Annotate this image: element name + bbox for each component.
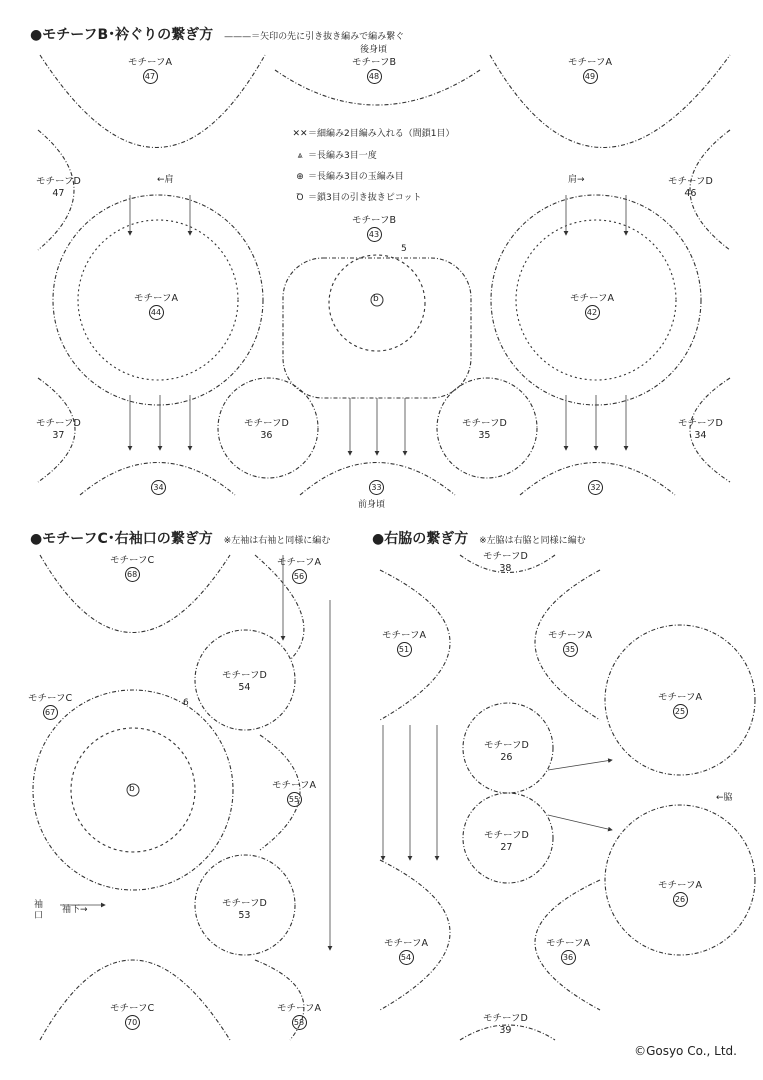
motif-label-36a — [546, 938, 590, 965]
motif-label-48 — [352, 57, 396, 84]
motif-name: モチーフA — [382, 630, 427, 641]
motif-name: モチーフA — [548, 630, 593, 641]
motif-number: 47 — [52, 188, 65, 199]
motif-name: モチーフA — [570, 293, 615, 304]
motif-name: モチーフA — [568, 57, 613, 68]
motif-b-43-center-mark: b — [373, 294, 379, 304]
neck-note: ———＝矢印の先に引き抜き編みで編み繋ぐ — [224, 32, 405, 42]
motif-number: 48 — [367, 69, 382, 84]
motif-label-46d — [668, 176, 713, 200]
side-label: ←脇 — [716, 793, 733, 803]
motif-number: 70 — [125, 1015, 140, 1030]
motif-name: モチーフB — [352, 57, 397, 68]
motif-number: 36 — [260, 430, 273, 441]
motif-number: 36 — [561, 950, 576, 965]
motif-name: モチーフA — [658, 880, 703, 891]
join-arrow — [548, 760, 612, 770]
cuff-label: 袖口 — [34, 900, 44, 921]
motif-label-54d — [222, 670, 267, 694]
legend-symbol-icon: Ꝺ — [296, 193, 304, 203]
shoulder-right-label: 肩→ — [568, 175, 585, 185]
motif-label-70 — [110, 1003, 154, 1030]
motif-name: モチーフD — [668, 176, 713, 187]
back-body-label: 後身頃 — [360, 45, 388, 55]
motif-label-35a — [548, 630, 592, 657]
motif-label-39 — [483, 1013, 528, 1037]
side-note: ※左脇は右脇と同様に編む — [479, 536, 586, 546]
motif-label-26d — [484, 740, 529, 764]
motif-name: モチーフD — [36, 418, 81, 429]
motif-number: 54 — [238, 682, 251, 693]
mark-5: 5 — [401, 244, 407, 254]
motif-label-47d — [36, 176, 81, 200]
neck-note-text: ＝矢印の先に引き抜き編みで編み繋ぐ — [251, 32, 405, 42]
motif-label-38 — [483, 551, 528, 575]
legend-row-3 — [292, 169, 404, 182]
sleeve-note: ※左袖は右袖と同様に編む — [223, 536, 331, 546]
motif-label-67 — [28, 693, 72, 720]
join-arrow — [548, 815, 612, 830]
motif-label-58 — [277, 1003, 321, 1030]
motif-name: モチーフD — [483, 1013, 528, 1024]
motif-name: モチーフA — [277, 557, 322, 568]
motif-number: 35 — [563, 642, 578, 657]
motif-number: 49 — [583, 69, 598, 84]
copyright: ©Gosyo Co., Ltd. — [634, 1044, 737, 1058]
motif-number: 68 — [125, 567, 140, 582]
motif-number: 37 — [52, 430, 65, 441]
side-title-text: ●右脇の繋ぎ方 — [372, 531, 469, 547]
motif-number: 39 — [499, 1025, 512, 1036]
motif-name: モチーフA — [134, 293, 179, 304]
motif-number: 35 — [478, 430, 491, 441]
motif-name: モチーフC — [110, 1003, 155, 1014]
sleeve-title-text: ●モチーフC･右袖口の繋ぎ方 — [30, 531, 213, 547]
motif-number: 42 — [585, 305, 600, 320]
motif-label-49 — [568, 57, 612, 84]
legend-row-2 — [292, 148, 377, 161]
legend-text: ＝鎖3目の引き抜きピコット — [308, 193, 422, 203]
motif-label-36 — [244, 418, 289, 442]
motif-label-44 — [134, 293, 178, 320]
motif-label-47a — [128, 57, 172, 84]
legend-symbol-icon: ✕✕ — [292, 129, 308, 139]
motif-label-34-bottom — [151, 480, 166, 495]
motif-number: 26 — [500, 752, 513, 763]
motif-name: モチーフD — [678, 418, 723, 429]
motif-label-26a — [658, 880, 702, 907]
motif-number: 33 — [369, 480, 384, 495]
legend-text: ＝長編み3目の玉編み目 — [308, 172, 404, 182]
motif-number: 51 — [397, 642, 412, 657]
legend-row-1 — [292, 126, 454, 139]
legend-text: ＝長編み3目一度 — [308, 151, 377, 161]
shoulder-left-label: ←肩 — [157, 175, 174, 185]
motif-number: 34 — [694, 430, 707, 441]
motif-number: 44 — [149, 305, 164, 320]
motif-name: モチーフC — [110, 555, 155, 566]
motif-name: モチーフC — [28, 693, 73, 704]
motif-name: モチーフD — [462, 418, 507, 429]
motif-number: 58 — [292, 1015, 307, 1030]
motif-label-54a — [384, 938, 428, 965]
motif-number: 38 — [499, 563, 512, 574]
motif-name: モチーフA — [272, 780, 317, 791]
neck-title-text: ●モチーフB･衿ぐりの繋ぎ方 — [30, 27, 214, 43]
motif-name: モチーフA — [277, 1003, 322, 1014]
motif-label-27 — [484, 830, 529, 854]
motif-label-25 — [658, 692, 702, 719]
motif-number: 27 — [500, 842, 513, 853]
motif-number: 46 — [684, 188, 697, 199]
motif-number: 54 — [399, 950, 414, 965]
motif-label-32-bottom — [588, 480, 603, 495]
motif-number: 32 — [588, 480, 603, 495]
legend-symbol-icon: ⩓ — [297, 151, 303, 161]
motif-label-51 — [382, 630, 426, 657]
motif-name: モチーフA — [128, 57, 173, 68]
motif-number: 43 — [367, 227, 382, 242]
motif-name: モチーフD — [484, 740, 529, 751]
motif-number: 25 — [673, 704, 688, 719]
motif-name: モチーフB — [352, 215, 397, 226]
motif-name: モチーフD — [484, 830, 529, 841]
motif-c-67-center-mark: b — [129, 784, 135, 794]
motif-number: 56 — [292, 569, 307, 584]
motif-label-37 — [36, 418, 81, 442]
motif-label-42 — [570, 293, 614, 320]
mark-6: 6 — [183, 698, 189, 708]
motif-number: 53 — [238, 910, 251, 921]
motif-number: 55 — [287, 792, 302, 807]
motif-label-56 — [277, 557, 321, 584]
motif-label-34 — [678, 418, 723, 442]
legend-symbol-icon: ⊕ — [296, 172, 304, 182]
motif-number: 26 — [673, 892, 688, 907]
motif-a-54-arc — [380, 860, 450, 1010]
front-body-label: 前身頃 — [358, 500, 386, 510]
motif-name: モチーフD — [222, 898, 267, 909]
motif-name: モチーフD — [222, 670, 267, 681]
motif-label-33-bottom — [369, 480, 384, 495]
motif-name: モチーフA — [658, 692, 703, 703]
motif-number: 34 — [151, 480, 166, 495]
motif-name: モチーフD — [483, 551, 528, 562]
motif-name: モチーフD — [36, 176, 81, 187]
motif-label-55 — [272, 780, 316, 807]
motif-label-35 — [462, 418, 507, 442]
legend-text: ＝細編み2目編み入れる（間鎖1目） — [308, 129, 455, 139]
motif-b-43-outline — [283, 258, 471, 398]
motif-label-43 — [352, 215, 396, 242]
motif-number: 47 — [143, 69, 158, 84]
motif-name: モチーフA — [384, 938, 429, 949]
legend-row-4 — [292, 190, 422, 203]
motif-label-68 — [110, 555, 154, 582]
motif-label-53 — [222, 898, 267, 922]
motif-name: モチーフA — [546, 938, 591, 949]
underarm-label: 袖下→ — [62, 905, 88, 915]
motif-name: モチーフD — [244, 418, 289, 429]
motif-number: 67 — [43, 705, 58, 720]
